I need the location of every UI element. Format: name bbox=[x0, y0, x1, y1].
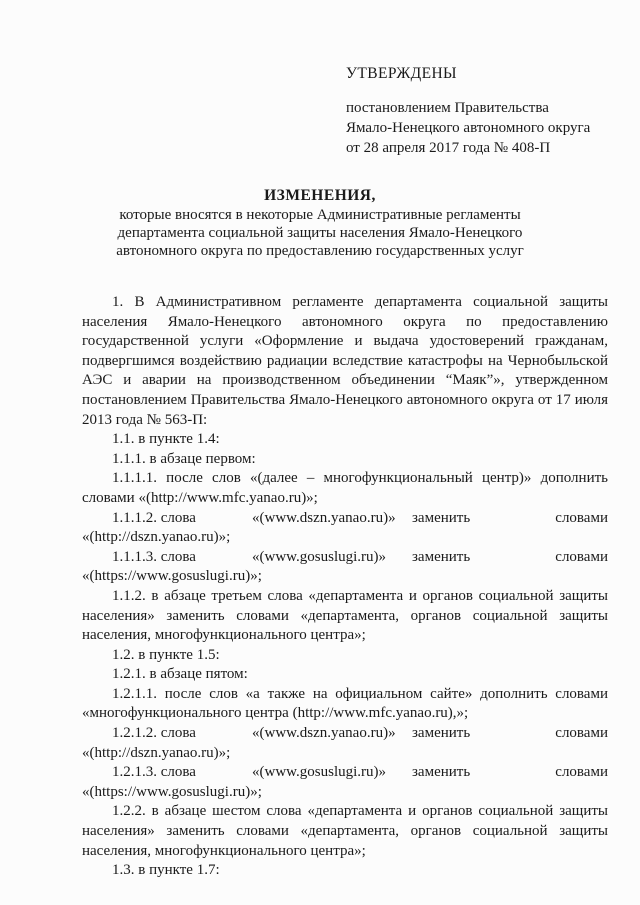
item-by: словами bbox=[555, 764, 608, 781]
document-subtitle-line: автономного округа по предоставлению государственных услуг bbox=[116, 243, 524, 259]
item-1-3: 1.3. в пункте 1.7: bbox=[112, 862, 220, 879]
document-heading bbox=[0, 186, 640, 260]
document-body bbox=[82, 293, 608, 881]
approval-line: Ямало-Ненецкого автономного округа bbox=[346, 120, 591, 136]
item-1-1-1-2 bbox=[82, 509, 608, 529]
item-new-value: «(http://dszn.yanao.ru)»; bbox=[82, 529, 231, 546]
item-new-value: «(http://dszn.yanao.ru)»; bbox=[82, 744, 231, 761]
item-number: 1.2.1.3. слова bbox=[112, 764, 196, 781]
item-by: словами bbox=[555, 509, 608, 526]
item-1-2-1-3 bbox=[82, 763, 608, 783]
item-1-2-1: 1.2.1. в абзаце пятом: bbox=[112, 666, 248, 683]
item-1-2-1-1: 1.2.1.1. после слов «а также на официальном сайте» дополнить словами «многофункционального центра (http://www.mfc.yanao.ru),»; bbox=[82, 685, 608, 722]
item-number: 1.1.1.3. слова bbox=[112, 548, 196, 565]
item-by: словами bbox=[555, 725, 608, 742]
item-1-1-1-3 bbox=[82, 548, 608, 568]
approval-line: постановлением Правительства bbox=[346, 100, 549, 116]
paragraph-1: 1. В Административном регламенте департамента социальной защиты населения Ямало-Ненецкого автономного округа по предоставлению государственной услуги «Оформление и выдача удостоверений гражданам, подвергшимся воздействию радиации вследствие катастрофы на Чернобыльской АЭС и аварии на производственном объединении “Маяк”», утвержденном постановлением Правительства Ямало-Ненецкого автономного округа от 17 июля 2013 года № 563-П: bbox=[82, 294, 608, 428]
approval-stamp: УТВЕРЖДЕНЫ bbox=[346, 65, 457, 82]
item-action: заменить bbox=[412, 725, 471, 742]
item-action: заменить bbox=[412, 509, 471, 526]
item-1-2-2: 1.2.2. в абзаце шестом слова «департамента и органов социальной защиты населения» заменить словами «департамента, органов социальной защиты населения, многофункционального центра»; bbox=[82, 803, 608, 859]
approval-block bbox=[346, 64, 590, 158]
item-action: заменить bbox=[412, 764, 471, 781]
item-old-value: «(www.dszn.yanao.ru)» bbox=[252, 509, 396, 526]
item-number: 1.2.1.2. слова bbox=[112, 725, 196, 742]
item-1-2-1-2 bbox=[82, 724, 608, 744]
document-title: ИЗМЕНЕНИЯ, bbox=[264, 187, 376, 204]
item-number: 1.1.1.2. слова bbox=[112, 509, 196, 526]
item-old-value: «(www.gosuslugi.ru)» bbox=[252, 764, 387, 781]
item-old-value: «(www.gosuslugi.ru)» bbox=[252, 548, 387, 565]
item-1-1-2: 1.1.2. в абзаце третьем слова «департамента и органов социальной защиты населения» заменить словами «департамента, органов социальной защиты населения, многофункционального центра»; bbox=[82, 587, 608, 644]
item-new-value: «(https://www.gosuslugi.ru)»; bbox=[82, 783, 262, 800]
item-old-value: «(www.dszn.yanao.ru)» bbox=[252, 725, 396, 742]
item-1-1: 1.1. в пункте 1.4: bbox=[112, 431, 220, 448]
item-new-value: «(https://www.gosuslugi.ru)»; bbox=[82, 568, 262, 585]
item-1-2: 1.2. в пункте 1.5: bbox=[112, 646, 220, 663]
item-by: словами bbox=[555, 548, 608, 565]
item-1-1-1: 1.1.1. в абзаце первом: bbox=[112, 450, 256, 467]
approval-line: от 28 апреля 2017 года № 408-П bbox=[346, 140, 551, 156]
document-subtitle-line: департамента социальной защиты населения Ямало-Ненецкого bbox=[117, 225, 523, 241]
item-1-1-1-1: 1.1.1.1. после слов «(далее – многофункциональный центр)» дополнить словами «(http://www.mfc.yanao.ru)»; bbox=[82, 470, 608, 506]
item-action: заменить bbox=[412, 548, 471, 565]
document-subtitle-line: которые вносятся в некоторые Административные регламенты bbox=[119, 207, 521, 223]
